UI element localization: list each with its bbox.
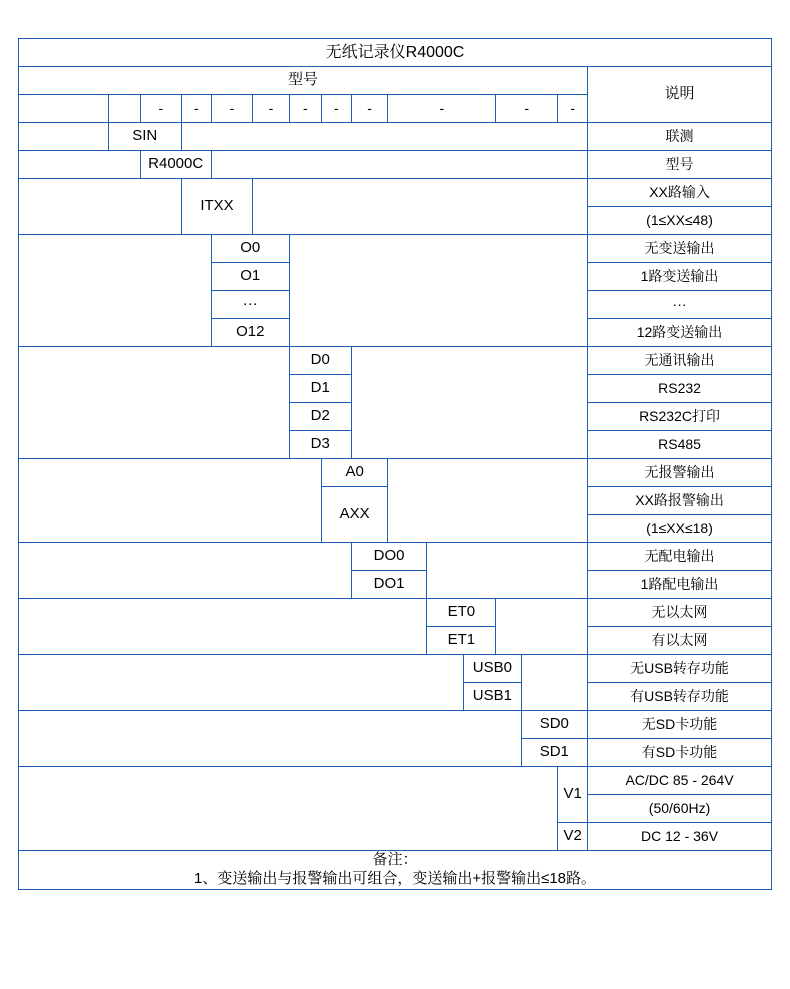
- row-code-sd-0: SD0: [521, 711, 588, 739]
- row-code-input-channel: ITXX: [181, 179, 252, 235]
- row-desc-transmitter-1: 1路变送输出: [588, 263, 772, 291]
- product-model-table: [18, 38, 772, 890]
- row-desc-comm-2: RS232C打印: [588, 403, 772, 431]
- table-row: [19, 179, 772, 207]
- row-desc-comm-0: 无通讯输出: [588, 347, 772, 375]
- note-title: 备注：: [372, 851, 418, 868]
- dash-cell-1: -: [140, 95, 181, 123]
- table-row: [19, 347, 772, 375]
- row-desc-power-1: DC 12 - 36V: [588, 823, 772, 851]
- row-label-usb: USB转存: [19, 655, 464, 711]
- row-code-sd-1: SD1: [521, 739, 588, 767]
- row-code-model: R4000C: [140, 151, 211, 179]
- row-code-comm-2: D2: [289, 403, 351, 431]
- row-code-comm-1: D1: [289, 375, 351, 403]
- row-desc-alarm-1: XX路报警输出: [588, 487, 772, 515]
- row-code-usb-1: USB1: [464, 683, 521, 711]
- row-desc-transmitter-3: 12路变送输出: [588, 319, 772, 347]
- row-spacer-ethernet: [496, 599, 588, 655]
- row-desc-sd-1: 有SD卡功能: [588, 739, 772, 767]
- row-code-power-dist-0: DO0: [351, 543, 427, 571]
- row-code-usb-0: USB0: [464, 655, 521, 683]
- row-desc-usb-1: 有USB转存功能: [588, 683, 772, 711]
- dash-cell-2: -: [181, 95, 211, 123]
- row-desc-comm-3: RS485: [588, 431, 772, 459]
- row-spacer-input-channel: [253, 179, 588, 235]
- row-code-ethernet-1: ET1: [427, 627, 496, 655]
- row-label-company: 公司名称: [19, 123, 109, 151]
- table-row: [19, 711, 772, 739]
- row-spacer-alarm: [388, 459, 588, 543]
- row-code-ethernet-0: ET0: [427, 599, 496, 627]
- page-title: 无纸记录仪R4000C: [19, 39, 772, 67]
- row-code-power-dist-1: DO1: [351, 571, 427, 599]
- row-spacer-model: [211, 151, 587, 179]
- table-row: [19, 123, 772, 151]
- row-desc-power-0: AC/DC 85 - 264V: [588, 767, 772, 795]
- dash-cell-8: -: [388, 95, 496, 123]
- row-spacer-power-dist: [427, 543, 588, 599]
- table-row: [19, 655, 772, 683]
- row-desc-alarm-1-line2: (1≤XX≤18): [588, 515, 772, 543]
- row-spacer-comm: [351, 347, 587, 459]
- row-label-power-dist: 配电输出: [19, 543, 352, 599]
- table-row: [19, 459, 772, 487]
- description-header: 说明: [588, 67, 772, 123]
- row-code-transmitter-3: O12: [211, 319, 289, 347]
- table-note-row: [19, 851, 772, 890]
- row-code-company: SIN: [108, 123, 181, 151]
- row-label-model: 型号: [19, 151, 141, 179]
- table-row: [19, 235, 772, 263]
- row-code-transmitter-0: O0: [211, 235, 289, 263]
- row-desc-model: 型号: [588, 151, 772, 179]
- row-desc-company: 联测: [588, 123, 772, 151]
- row-spacer-usb: [521, 655, 588, 711]
- dash-cell-3: -: [211, 95, 252, 123]
- row-code-comm-3: D3: [289, 431, 351, 459]
- table-row: [19, 543, 772, 571]
- row-spacer-company: [181, 123, 587, 151]
- row-code-alarm-1: AXX: [321, 487, 388, 543]
- row-desc-power-dist-1: 1路配电输出: [588, 571, 772, 599]
- dash-cell-10: -: [558, 95, 588, 123]
- table-row: [19, 599, 772, 627]
- row-label-ethernet: 以太网: [19, 599, 427, 655]
- row-desc-usb-0: 无USB转存功能: [588, 655, 772, 683]
- model-header: 型号: [19, 67, 588, 95]
- row-desc-input-channel-1: XX路输入: [588, 179, 772, 207]
- dash-cell-blank-2: [108, 95, 140, 123]
- row-desc-input-channel-2: (1≤XX≤48): [588, 207, 772, 235]
- dash-cell-6: -: [321, 95, 351, 123]
- notes-cell: [19, 851, 772, 890]
- row-code-comm-0: D0: [289, 347, 351, 375]
- row-code-transmitter-1: O1: [211, 263, 289, 291]
- row-desc-ethernet-1: 有以太网: [588, 627, 772, 655]
- row-desc-alarm-0: 无报警输出: [588, 459, 772, 487]
- row-code-power-0: V1: [558, 767, 588, 823]
- table-row: [19, 151, 772, 179]
- row-label-sd-card: SD卡: [19, 711, 522, 767]
- row-desc-transmitter-0: 无变送输出: [588, 235, 772, 263]
- row-code-alarm-0: A0: [321, 459, 388, 487]
- row-desc-comm-1: RS232: [588, 375, 772, 403]
- table-title-row: [19, 39, 772, 67]
- dash-cell-4: -: [253, 95, 290, 123]
- row-label-alarm-output: 报警输出: [19, 459, 322, 543]
- dash-cell-5: -: [289, 95, 321, 123]
- row-label-transmitter-output: 变送输出: [19, 235, 212, 347]
- row-spacer-transmitter: [289, 235, 587, 347]
- row-desc-transmitter-2: ···: [588, 291, 772, 319]
- table-header-row: [19, 67, 772, 95]
- row-code-power-1: V2: [558, 823, 588, 851]
- note-item-1: 1、变送输出与报警输出可组合，变送输出+报警输出≤18路。: [193, 869, 597, 887]
- dash-cell-9: -: [496, 95, 558, 123]
- table-row: [19, 767, 772, 795]
- row-desc-power-0-line2: (50/60Hz): [588, 795, 772, 823]
- row-label-power-supply: 供电电源: [19, 767, 558, 851]
- row-label-input-channel: 输入通道: [19, 179, 182, 235]
- row-desc-power-dist-0: 无配电输出: [588, 543, 772, 571]
- row-desc-ethernet-0: 无以太网: [588, 599, 772, 627]
- dash-cell-blank: [19, 95, 109, 123]
- row-desc-sd-0: 无SD卡功能: [588, 711, 772, 739]
- dash-cell-7: -: [351, 95, 388, 123]
- row-code-transmitter-2: ···: [211, 291, 289, 319]
- row-label-comm-output: 通讯输出类型: [19, 347, 290, 459]
